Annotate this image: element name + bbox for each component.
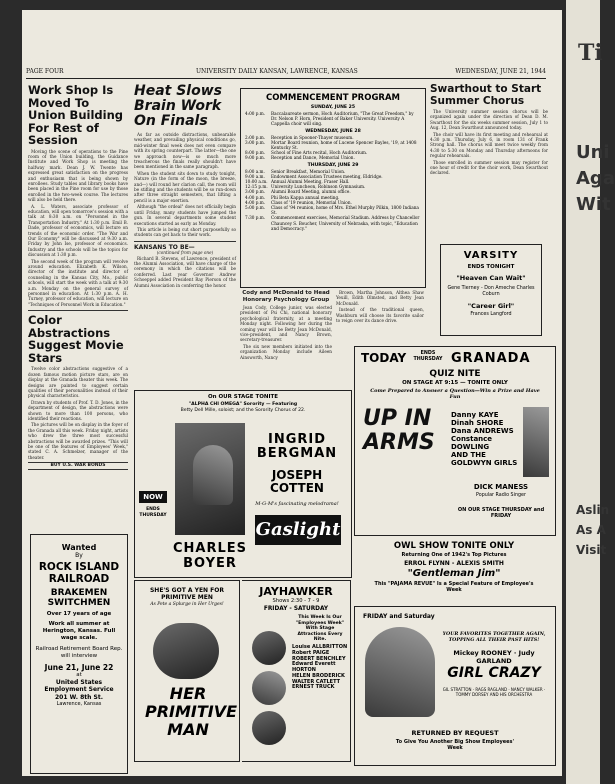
cast-name: ROBERT BENCHLEY (292, 655, 346, 662)
kansans-headline: KANSANS TO BE— (134, 243, 195, 251)
program-entry-time: 3:00 p.m. (245, 139, 266, 145)
color-headline: Color Abstractions Suggest Movie Stars (28, 313, 124, 365)
jayhawker-week: This Week Is Our "Employees Week" With Stage Attractions Every Nite. (295, 615, 345, 642)
friday-cast: Mickey ROONEY · Judy GARLAND (453, 649, 535, 665)
varsity-name: VARSITY (463, 250, 519, 261)
stage-movie: Gaslight (255, 515, 341, 545)
primitive-promo-2: As Pete a Splurge in Her Urges! (150, 602, 224, 607)
program-entry-event: Reception in Spooner-Thayer museum. (271, 134, 354, 140)
program-entry-event: Phi Beta Kappa annual meeting. (271, 194, 340, 200)
program-entry-time: 12:15 p.m. (245, 184, 268, 190)
column-1 (28, 84, 128, 474)
adjacent-headline-2: Aslin As A Visit (576, 503, 610, 557)
railroad-age: Over 17 years of age (46, 611, 112, 617)
swarthout-para-2: The choir will have its first meeting and rehearsal at 4:30 p.m. Thursday, July 6, in room 131 of Frank Strong hall. The chorus will meet twice weekly from 4:30 to 5:30 on Monday and Thursday afternoons for regular rehearsals. (430, 131, 548, 159)
program-entry-event: Annual Alumni Meeting, Fraser Hall. (271, 179, 350, 185)
jayhawker-days: FRIDAY - SATURDAY (263, 606, 329, 612)
program-entry-time: 7:30 p.m. (245, 215, 266, 221)
friday-movie: GIRL CRAZY (447, 665, 541, 681)
program-entry-time: 5:00 p.m. (245, 205, 266, 211)
heat-para-1: As far as outside distractions, unbearable weather, and prevailing physical conditions go, mid-winter final week does not even compare with its spring counterpart. The latter—the one we approach now—is so much more treacherous the finals really shouldn't have been mentioned in the same paragraph. (134, 132, 236, 170)
varsity-stars: Gene Tierney - Don Ameche Charles Coburn (447, 286, 535, 297)
varsity-second: "Career Girl" (467, 302, 515, 310)
program-entry (245, 215, 421, 231)
program-entry-event: Reception and Dance, Memorial Union. (271, 155, 355, 161)
granada-onstage: ON STAGE AT 9:15 — TONITE ONLY (402, 380, 508, 386)
kansans-para-1: Richard B. Stevens, of Lawrence, president of the Alumni Association, will have charge of the ceremony in which the citations will be conferred. Last year Governor Andrew Schoeppel added President Ray Pierson of the Alumni Association in conferring the honor. (134, 255, 236, 288)
swarthout-para-1: The University summer session chorus will be organized again under the direction of Dean D. M. Swarthout for the six weeks summer session, July 1 to Aug. 12, Dean Swarthout announced today. (430, 109, 548, 131)
granada-cast (451, 411, 521, 467)
program-entry (245, 205, 421, 215)
cody-para-2: The six new members initiated into the organization Monday include Aileen Ainsworth, Nancy (240, 343, 332, 360)
railroad-office: United States Employment Service (44, 679, 114, 693)
railroad-rep: Railroad Retirement Board Rep. will interview (35, 646, 123, 659)
stage-tag: M-G-M's fascinating melodrama! (255, 501, 339, 507)
primitive-man-ad (134, 580, 240, 762)
jayhawker-shows: Shows 2:30 - 7 - 9 (272, 598, 320, 604)
program-entry-time: 9:00 a.m. (245, 173, 265, 179)
program-entry-time: 2:00 p.m. (245, 134, 266, 140)
owl-show-ad (354, 538, 554, 602)
jayhawker-name: JAYHAWKER (259, 585, 333, 598)
program-entry-time: 4:00 p.m. (245, 199, 266, 205)
war-bonds-line: BUY U.S. WAR BONDS (28, 462, 128, 469)
heat-headline: Heat Slows Brain Work On Finals (134, 83, 222, 129)
page-masthead (26, 68, 546, 79)
bergman-photo (193, 445, 233, 505)
granada-prepared: Come Prepared to Answer a Question—Win a Prize and Have Fun (370, 388, 540, 400)
cast-name: Edward Everett HORTON (292, 661, 336, 673)
workshop-para-2: A. L. Waters, associate professor of education, will open tomorrow's session with a talk at 8:30 a.m. on "Personnel in the Transportation Industry." At 1:30 p.m. Emil B. Dade, professor of economics, will lecture on trends of the economic order. "The War and Our Economy" will be discussed at 9:30 a.m. Friday by John Ise, professor of economics. Industry and the schools will be the topics for discussion at 1:30 p.m. (28, 203, 128, 258)
color-para-3: The pictures will be on display in the foyer of the Granada all this week. Friday night, artists who drew the three most successful abstractions will be awarded prizes. "This will be one of the features of Employees' Week," stated C. A. Schmelzer, manager of the theater. (28, 422, 128, 460)
program-wednesday: WEDNESDAY, JUNE 28 (305, 128, 361, 134)
cody-para-1: Jean Cody, College junior, was elected president of Psi Chi, national honorary psychological fraternity, at a meeting Monday night. Following her during the coming year will be Betty Jean McDonald, vice-president, and Nancy Brown, secretary-treasurer. (240, 305, 332, 343)
program-entry-event: School of Fine Arts recital, Hoch Auditorium. (271, 150, 368, 156)
owl-stars: ERROL FLYNN - ALEXIS SMITH (404, 560, 504, 567)
railroad-wanted: Wanted (61, 543, 97, 552)
railroad-by: By (75, 552, 83, 559)
program-entry-time: 8:00 p.m. (245, 150, 266, 156)
brown-para-1: Brown, Martha Johnson, Althea Shaw Yeuill, Edith Olmsted, and Betty Jean McDonald. (336, 290, 424, 306)
granada-name: GRANADA (451, 351, 531, 366)
varsity-movie: "Heaven Can Wait" (456, 274, 526, 282)
program-entry-event: Class of '94 reunion, home of Mrs. Ethel Murphy Pilkin, 1800 Indiana St. (271, 205, 419, 216)
railroad-ad (30, 534, 128, 774)
program-sunday: SUNDAY, JUNE 25 (310, 105, 356, 110)
railroad-name: ROCK ISLAND RAILROAD (38, 561, 120, 585)
adjacent-headline: Uni Aga Wit (576, 142, 615, 215)
commencement-program (240, 88, 426, 288)
granada-girl-photo (523, 407, 549, 477)
program-entry (245, 155, 421, 160)
granada-onour: ON OUR STAGE THURSDAY and FRIDAY (457, 507, 545, 519)
owl-returning: Returning One of 1942's Top Pictures (401, 552, 507, 558)
owl-revue: This "PAJAMA REVUE" Is a Special Feature of Employee's Week (374, 581, 534, 593)
color-para-1: Twelve color abstractions suggestive of a dozen famous motion picture stars, are on display at the Granada theater this week. The designs are painted to suggest certain qualities of their personalities instead of their physical characteristics. (28, 366, 128, 399)
adjacent-page (566, 0, 615, 784)
issue-date: WEDNESDAY, JUNE 21, 1944 (455, 68, 546, 75)
granada-movie: UP IN ARMS (363, 406, 435, 455)
rooney-garland-photo (365, 627, 435, 717)
railroad-jobs: BRAKEMEN SWITCHMEN (47, 588, 111, 608)
friday-biggest: To Give You Another Big Show Employees' Week (395, 739, 515, 751)
girl-crazy-ad (354, 606, 556, 766)
cast-name: Danny KAYE (451, 411, 499, 419)
program-entry-event: Mortar Board reunion, home of Lucene Spencer Bayles, '19, at 1408 Kentucky St. (271, 139, 417, 151)
gaslight-ad (134, 390, 352, 578)
railroad-work: Work all summer at Herington, Kansas. Full wage scale. (42, 621, 116, 641)
heat-para-4: This article is being cut short purposefully so students can get back to their work. (134, 226, 236, 238)
jayhawker-photo-2 (252, 671, 286, 705)
program-entry-time: 10:00 a.m. (245, 179, 268, 185)
program-entry (245, 111, 421, 127)
color-para-2: Drawn by students of Prof. T. D. Jones, in the department of design, the abstractions were shown to more than 100 persons, who identified their reactions. (28, 399, 128, 421)
program-entry-event: Alumni Board Meeting, alumni office. (271, 189, 351, 195)
varsity-ad (440, 244, 542, 336)
cast-name: Constance DOWLING (451, 435, 493, 452)
granada-ad (354, 346, 556, 536)
program-entry-time: 3:00 p.m. (245, 189, 266, 195)
program-entry-time: 4:00 p.m. (245, 111, 266, 116)
program-entry-event: Commencement exercises, Memorial Stadium. Address by Chancellor Chauncey S. Boucher, University of Nebraska, with topic, "Education and Democracy." (271, 215, 420, 231)
owl-title: OWL SHOW TONITE ONLY (393, 541, 515, 551)
cast-name: WALTER CATLETT (292, 678, 341, 685)
stage-cast-2: JOSEPH COTTEN (270, 468, 324, 495)
granada-popular: Popular Radio Singer (476, 493, 526, 498)
granada-quiz: QUIZ NITE (429, 369, 481, 379)
stage-cast-3: CHARLES BOYER (172, 541, 248, 571)
program-entry-time: 8:00 a.m. (245, 168, 265, 174)
cast-name: AND THE GOLDWYN GIRLS (451, 451, 518, 468)
newspaper-page (22, 10, 562, 776)
cody-headline: Cody and McDonald to Head Honorary Psychology Group (242, 290, 330, 303)
program-wednesday-list (241, 135, 425, 161)
heat-para-3: Although "the ordeal" does not officially begin until Friday, many students have jumped the gun. In several departments some student executions started as early as Monday. (134, 204, 236, 226)
adjacent-masthead: Ti (578, 40, 603, 66)
program-entry-event: Endowment Association Trustees meeting, Eldridge. (271, 173, 383, 179)
swarthout-headline: Swarthout to Start Summer Chorus (430, 83, 542, 107)
program-entry-event: University Luncheon, Robinson Gymnasium. (271, 184, 366, 190)
paper-name: UNIVERSITY DAILY KANSAN, LAWRENCE, KANSAS (196, 68, 358, 75)
granada-dick: DICK MANESS (473, 483, 529, 491)
jayhawker-cast (292, 645, 348, 691)
workshop-headline: Work Shop Is Moved To Union Building For Rest of Session (28, 83, 123, 147)
varsity-star2: Frances Langford (470, 312, 512, 317)
program-entry-event: Senior Breakfast, Memorial Union. (271, 168, 346, 174)
stage-now: NOW (139, 491, 167, 503)
friday-credits: GIL STRATTON · RAGS RAGLAND · NANCY WALKER · TOMMY DORSEY AND HIS ORCHESTRA (442, 687, 546, 697)
program-thursday: THURSDAY, JUNE 29 (307, 162, 359, 168)
program-entry-event: Baccalaureate sermon, Hoch Auditorium, "The Great Freedom," by Dr. Nelson P. Horn, President of Baker University. University A Cappella choir will sing. (271, 111, 414, 127)
swarthout-article (430, 84, 548, 252)
varsity-ends: ENDS TONIGHT (467, 264, 515, 270)
primitive-photo (153, 623, 219, 679)
cast-name: HELEN BRODERICK (292, 672, 345, 679)
program-entry-event: Class of '19 reunion, Memorial Union. (271, 199, 352, 205)
stage-ends: ENDS THURSDAY (139, 507, 167, 518)
cast-name: ERNEST TRUCK (292, 684, 335, 691)
jayhawker-ad (242, 580, 351, 762)
cast-name: Dinah SHORE (451, 419, 504, 428)
cody-article (240, 290, 332, 384)
program-sunday-list (241, 111, 425, 127)
page-number: PAGE FOUR (26, 68, 64, 75)
railroad-city: Lawrence, Kansas (56, 701, 102, 707)
stage-cast-1: INGRID BERGMAN (256, 432, 338, 461)
jayhawker-photo-3 (252, 711, 286, 745)
railroad-at: at (76, 672, 82, 678)
workshop-para-1: Moving the scene of operations to the Pine room of the Union building, the Guidance Institute and Work Shop is meeting the halfway mark. Dean J. W. Twente has expressed great satisfaction on the progress and enthusiasm that is being shown by enrollees. Study tables and library books have been placed in the Pine room for use by those enrolled in the two-week course. The lectures will also be held there. (28, 148, 128, 203)
granada-today: TODAY (361, 351, 407, 365)
stage-soloist: Betty Dell Mille, soloist; and the Sorority Chorus of 22. (180, 407, 306, 413)
cast-name: Louise ALLBRITTON (292, 644, 348, 650)
column-2 (134, 84, 236, 386)
brown-article (336, 290, 424, 340)
granada-ends: ENDS THURSDAY (413, 351, 443, 362)
railroad-addr: 201 W. 8th St. (55, 694, 103, 701)
jayhawker-photo-1 (252, 631, 286, 665)
program-entry-time: 4:00 p.m. (245, 194, 266, 200)
brown-para-2: Instead of the traditional queen, Washburn will choose its favorite sailor to reign over its dance drive. (336, 307, 424, 324)
program-thursday-list (241, 169, 425, 231)
stage-show: "ALPHA CHI OMEGA" Sorority — Featuring (188, 402, 298, 407)
primitive-movie: HER PRIMITIVE MAN (145, 684, 238, 739)
railroad-dates: June 21, June 22 (44, 663, 114, 672)
program-entry (245, 140, 421, 150)
workshop-para-3: The second week of the program will revolve around education. Elizabeth K. Wilson, director of the institute and director of counseling in the Kansas City, Mo., public schools, will start the week with a talk at 9:30 a.m. Monday on the general survey of personnel in education. At 1:30 p.m. A. H. Turney, professor of education, will lecture on "Techniques of Personnel Work in Education." (28, 258, 128, 307)
swarthout-para-3: Those enrolled in summer session may register for one hour of credit for the choir work, Dean Swarthout declared. (430, 159, 548, 176)
program-title: COMMENCEMENT PROGRAM (265, 93, 401, 103)
friday-returned: RETURNED BY REQUEST (411, 729, 499, 737)
program-entry-time: 9:00 p.m. (245, 155, 266, 161)
cast-name: Dana ANDREWS (451, 427, 514, 436)
heat-para-2: When the student sits down to study tonight, Nature (in the form of the moon, the breeze, and—) will round her clarion call, the room will be stifling and the students will be so run-down after three straight semesters, that lifting a pencil is a major exertion. (134, 170, 236, 203)
kansans-sub: (continued from page one) (156, 250, 214, 256)
friday-tag: YOUR FAVORITES TOGETHER AGAIN, TOPPING ALL THEIR PAST HITS! (442, 631, 546, 643)
stage-title: On OUR STAGE TONITE (207, 394, 279, 400)
cast-name: Robert PAIGE (292, 649, 330, 656)
friday-head: FRIDAY and Saturday (363, 613, 435, 620)
owl-movie: "Gentleman Jim" (407, 568, 501, 579)
primitive-promo: SHE'S GOT A YEN FOR PRIMITIVE MEN (149, 587, 224, 601)
